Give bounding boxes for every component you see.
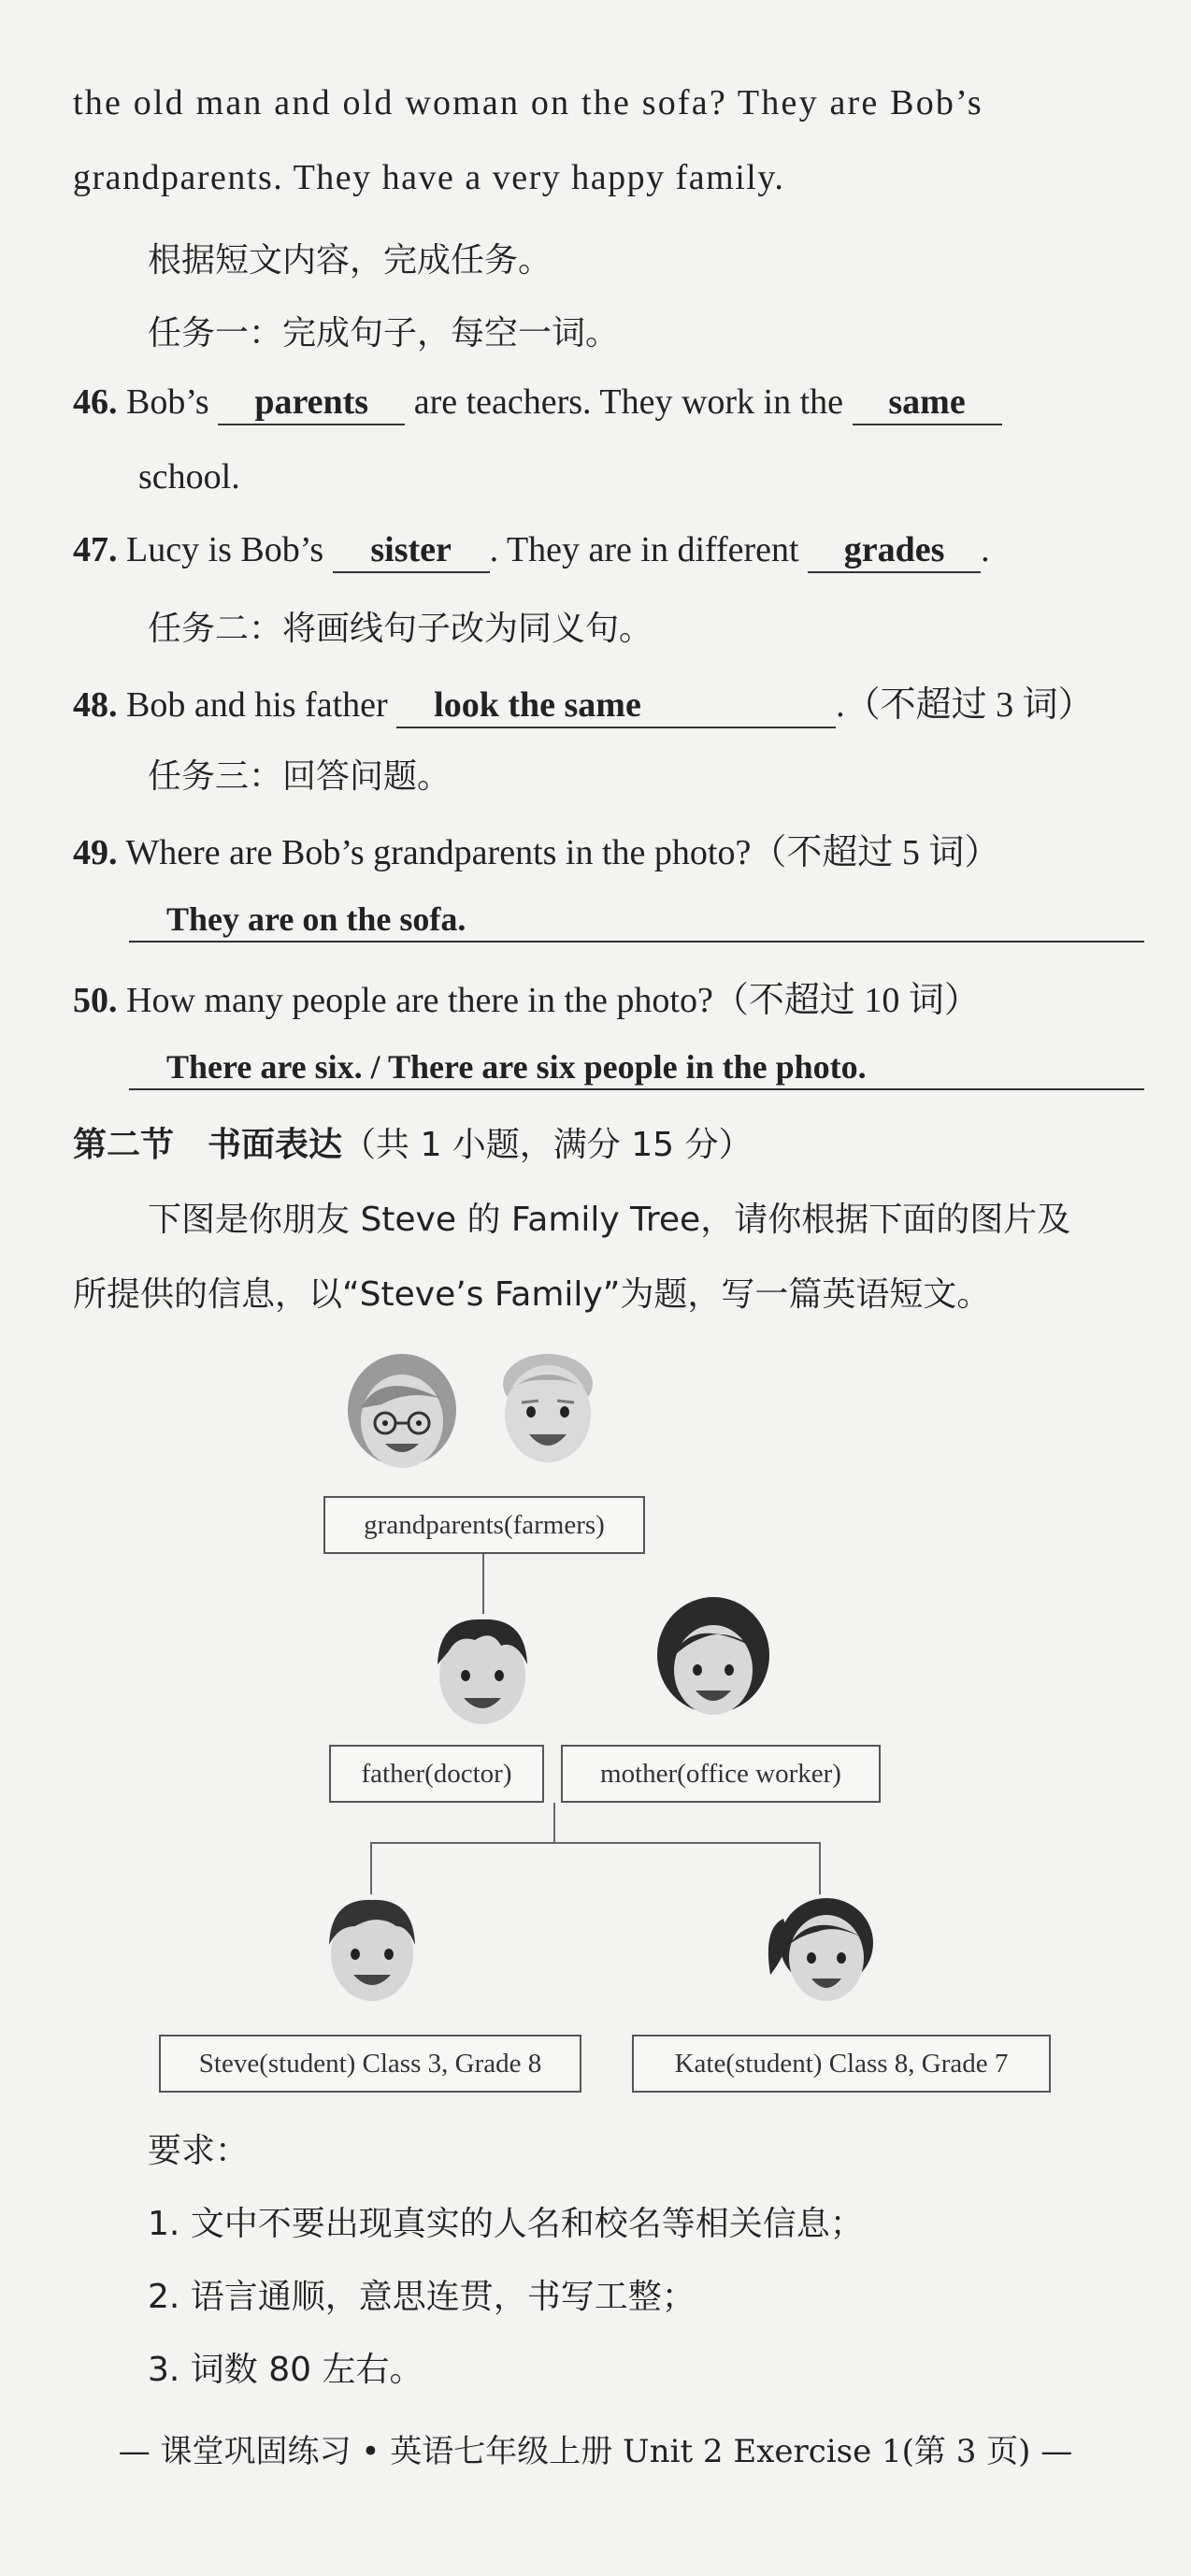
tree-connector bbox=[482, 1554, 484, 1614]
question-text: Lucy is Bob’s bbox=[126, 530, 324, 569]
question-46 bbox=[73, 381, 1002, 425]
instruction-task3: 任务三：回答问题。 bbox=[148, 757, 452, 796]
requirement-item: 2. 语言通顺，意思连贯，书写工整； bbox=[148, 2278, 696, 2316]
father-face-icon bbox=[426, 1608, 538, 1730]
answer-blank: same bbox=[853, 382, 1002, 425]
father-box: father(doctor) bbox=[329, 1745, 544, 1803]
mother-box: mother(office worker) bbox=[561, 1745, 881, 1803]
question-number: 46. bbox=[73, 382, 118, 422]
answer-50: There are six. / There are six people in the photo. bbox=[166, 1048, 867, 1086]
passage-line-1: the old man and old woman on the sofa? They are Bob’s bbox=[73, 83, 983, 122]
question-number: 48. bbox=[73, 685, 118, 725]
kate-face-icon bbox=[757, 1891, 881, 2007]
passage-line-2: grandparents. They have a very happy family. bbox=[73, 158, 785, 197]
instruction-task2: 任务二：将画线句子改为同义句。 bbox=[148, 610, 653, 648]
question-number: 47. bbox=[73, 530, 118, 569]
answer-blank: look the same bbox=[396, 685, 836, 728]
answer-blank: sister bbox=[333, 530, 490, 573]
mother-face-icon bbox=[654, 1595, 772, 1720]
steve-box: Steve(student) Class 3, Grade 8 bbox=[159, 2035, 581, 2093]
question-text: Bob and his father bbox=[126, 685, 388, 725]
tree-connector bbox=[553, 1803, 555, 1842]
answer-line bbox=[129, 941, 1144, 943]
instruction-task1: 任务一：完成句子，每空一词。 bbox=[148, 314, 620, 353]
question-47 bbox=[73, 529, 990, 573]
question-text: are teachers. They work in the bbox=[413, 382, 844, 422]
answer-49: They are on the sofa. bbox=[166, 900, 466, 938]
question-number: 49. bbox=[73, 833, 118, 872]
requirements-title: 要求： bbox=[148, 2132, 250, 2170]
grandfather-face-icon bbox=[492, 1346, 604, 1468]
requirement-item: 3. 词数 80 左右。 bbox=[148, 2351, 423, 2389]
section-2-heading bbox=[73, 1118, 753, 1166]
question-text: .（不超过 3 词） bbox=[836, 685, 1094, 725]
instruction-main: 根据短文内容，完成任务。 bbox=[148, 241, 552, 280]
answer-line bbox=[129, 1088, 1144, 1090]
question-text: . They are in different bbox=[489, 530, 799, 569]
question-46-continued: school. bbox=[138, 457, 240, 496]
tree-connector bbox=[370, 1842, 819, 1844]
section-title: 第二节 书面表达 bbox=[73, 1126, 343, 1164]
requirement-item: 1. 文中不要出现真实的人名和校名等相关信息； bbox=[148, 2205, 864, 2243]
question-text: . bbox=[981, 530, 990, 569]
section-score: （共 1 小题，满分 15 分） bbox=[342, 1126, 753, 1164]
question-number: 50. bbox=[73, 981, 118, 1020]
answer-blank: parents bbox=[218, 382, 405, 425]
question-text: How many people are there in the photo?（不超过 10 词） bbox=[126, 981, 980, 1020]
kate-box: Kate(student) Class 8, Grade 7 bbox=[632, 2035, 1051, 2093]
question-text: Bob’s bbox=[126, 382, 209, 422]
grandparents-box: grandparents(farmers) bbox=[323, 1496, 645, 1554]
prompt-line-2: 所提供的信息，以“Steve’s Family”为题，写一篇英语短文。 bbox=[73, 1275, 991, 1314]
steve-face-icon bbox=[318, 1889, 426, 2007]
question-49 bbox=[73, 823, 999, 874]
answer-blank: grades bbox=[808, 530, 981, 573]
page-footer: — 课堂巩固练习 • 英语七年级上册 Unit 2 Exercise 1(第 3 页) — bbox=[118, 2433, 1073, 2470]
question-50 bbox=[73, 971, 980, 1022]
prompt-line-1: 下图是你朋友 Steve 的 Family Tree，请你根据下面的图片及 bbox=[148, 1201, 1071, 1239]
tree-connector bbox=[819, 1842, 821, 1894]
grandmother-face-icon bbox=[344, 1352, 460, 1474]
question-48 bbox=[73, 675, 1094, 728]
question-text: Where are Bob’s grandparents in the photo?（不超过 5 词） bbox=[125, 833, 1000, 872]
tree-connector bbox=[370, 1842, 372, 1894]
